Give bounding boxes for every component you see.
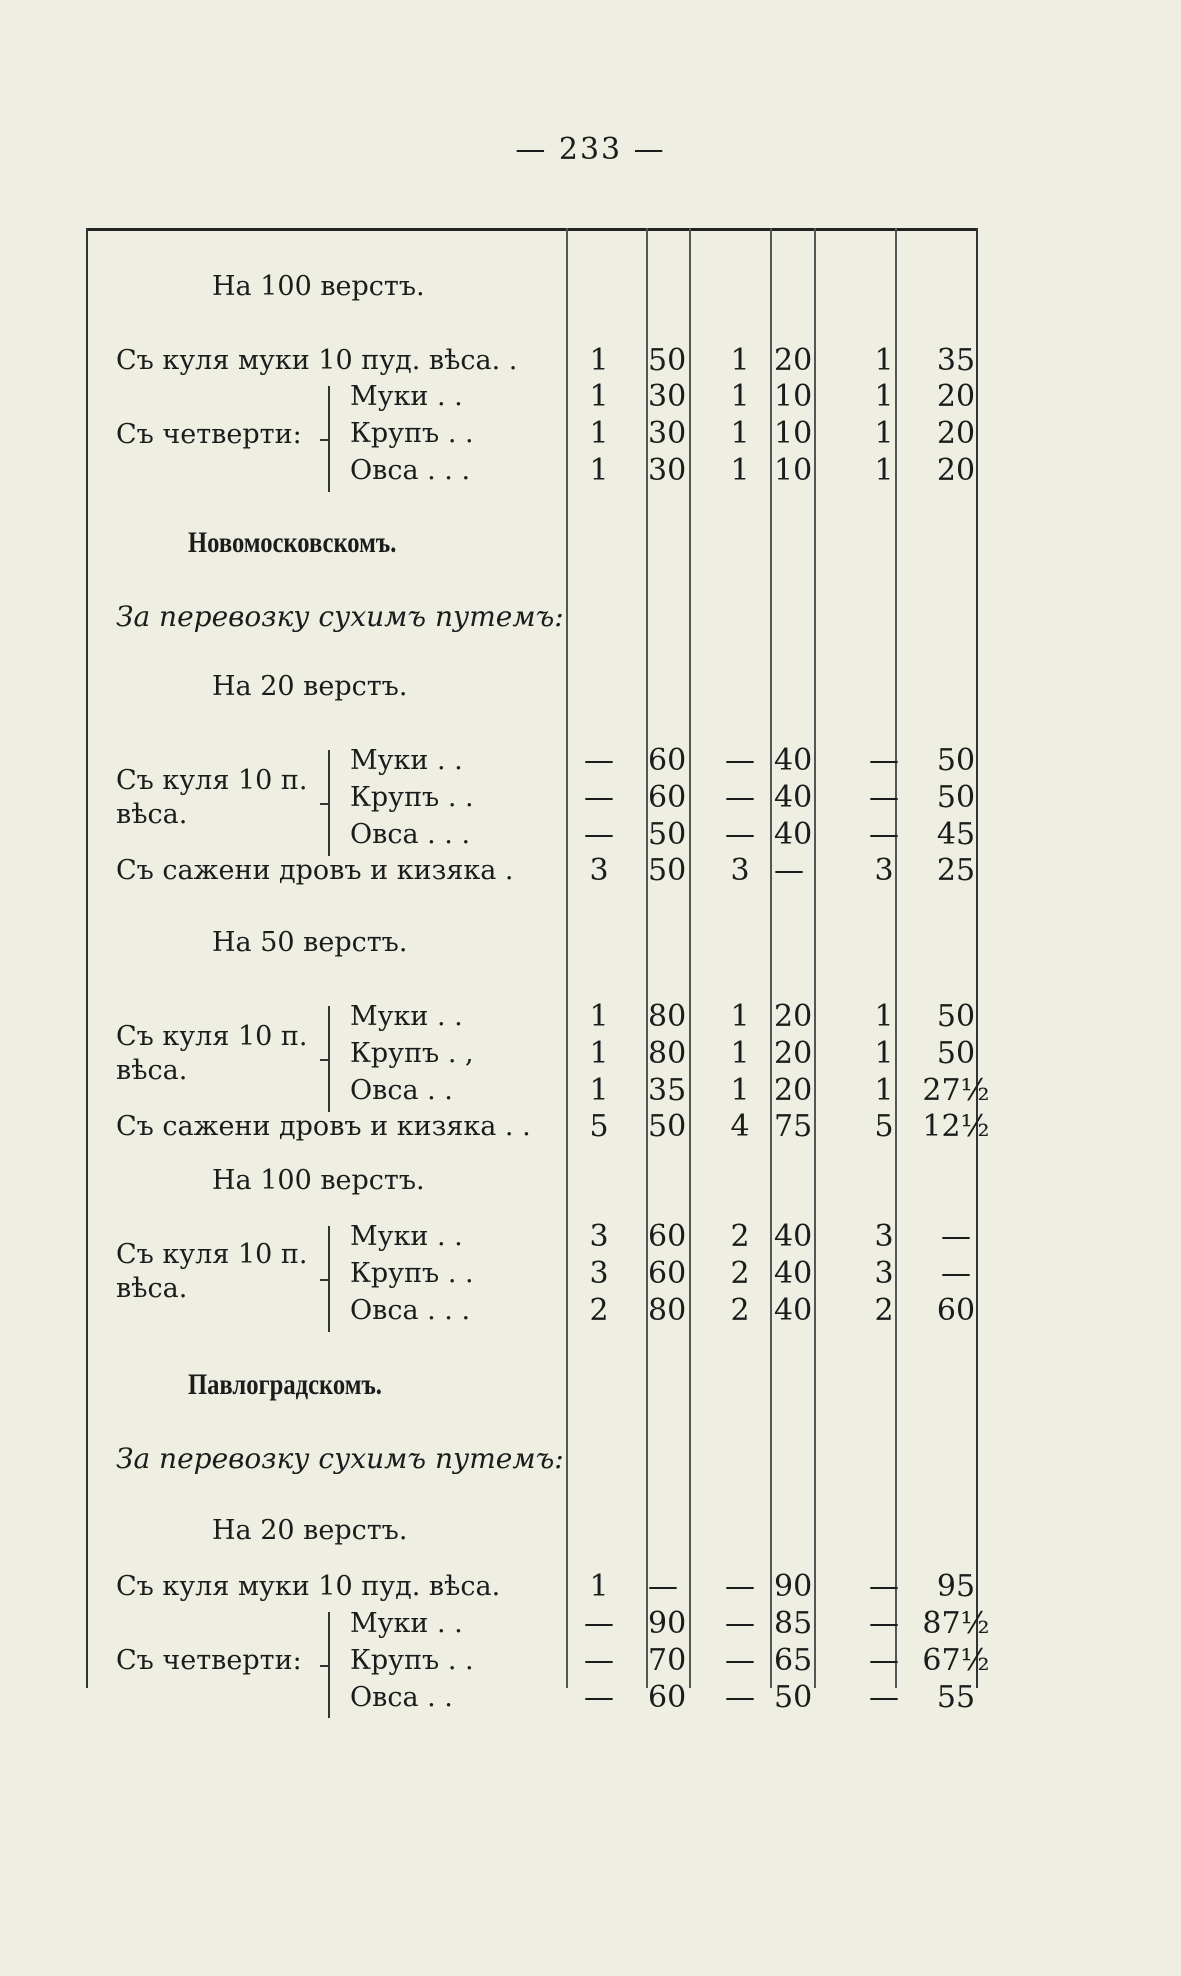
cell: 50 (648, 853, 687, 888)
cell: — (725, 1606, 755, 1641)
cell: — (584, 1643, 614, 1678)
table-row (86, 1162, 978, 1200)
cell: 1 (730, 999, 750, 1034)
cell: 1 (589, 999, 609, 1034)
cell: — (584, 1680, 614, 1715)
cell: 1 (589, 453, 609, 488)
table-row (86, 1440, 978, 1478)
row-label: Крупъ . . (350, 1645, 474, 1676)
cell: 1 (874, 1036, 894, 1071)
cell: 50 (648, 343, 687, 378)
row-label: Крупъ . , (350, 1038, 474, 1069)
table-row (86, 668, 978, 706)
cell: 87½ (922, 1606, 990, 1641)
cell: 1 (589, 1036, 609, 1071)
cell: — (584, 817, 614, 852)
cell: 3 (874, 853, 894, 888)
row-label: Овса . . (350, 1682, 453, 1713)
cell: 40 (774, 1256, 813, 1291)
cell: — (648, 1569, 678, 1604)
cell: 35 (648, 1073, 687, 1108)
page-number: — 233 — (515, 132, 666, 167)
cell: 40 (774, 743, 813, 778)
cell: 3 (589, 853, 609, 888)
cell: 3 (589, 1256, 609, 1291)
transport-heading: За перевозку сухимъ путемъ: (116, 600, 564, 633)
cell: 3 (589, 1219, 609, 1254)
cell: — (725, 743, 755, 778)
group-label: Съ четверти: (116, 1645, 302, 1676)
cell: 40 (774, 817, 813, 852)
cell: 90 (648, 1606, 687, 1641)
cell: 1 (874, 416, 894, 451)
cell: 10 (774, 453, 813, 488)
row-label: Муки . . (350, 381, 463, 412)
cell: 10 (774, 416, 813, 451)
group-label: Съ куля 10 п. вѣса. (116, 1239, 308, 1304)
cell: 50 (936, 999, 976, 1034)
cell: 4 (730, 1109, 750, 1144)
cell: 3 (874, 1256, 894, 1291)
table-row (86, 268, 978, 306)
cell: — (725, 1643, 755, 1678)
cell: 1 (874, 999, 894, 1034)
cell: — (584, 1606, 614, 1641)
cell: — (584, 780, 614, 815)
cell: 2 (730, 1256, 750, 1291)
cell: 67½ (922, 1643, 990, 1678)
table-row (86, 1605, 990, 1643)
cell: 20 (774, 1036, 813, 1071)
table-row (86, 852, 978, 890)
cell: — (725, 780, 755, 815)
cell: 80 (648, 1036, 687, 1071)
table-row (86, 1292, 978, 1330)
section-heading: На 50 верстъ. (212, 927, 408, 958)
table-row (86, 998, 978, 1036)
cell: — (941, 1219, 971, 1254)
section-heading: На 100 верстъ. (212, 271, 425, 302)
table-row (86, 1255, 978, 1293)
cell: 1 (589, 1569, 609, 1604)
cell: 20 (936, 379, 976, 414)
table-row (86, 1108, 990, 1146)
row-label: Крупъ . . (350, 782, 474, 813)
table-row (86, 779, 978, 817)
row-label: Муки . . (350, 745, 463, 776)
cell: — (584, 743, 614, 778)
cell: 1 (730, 1036, 750, 1071)
row-label: Овса . . . (350, 819, 471, 850)
table-row (86, 1512, 978, 1550)
cell: 60 (648, 1680, 687, 1715)
cell: 60 (648, 743, 687, 778)
row-label: Муки . . (350, 1001, 463, 1032)
cell: 65 (774, 1643, 813, 1678)
cell: 50 (648, 817, 687, 852)
cell: 1 (730, 343, 750, 378)
table-row (86, 816, 978, 854)
transport-heading: За перевозку сухимъ путемъ: (116, 1442, 564, 1475)
cell: 50 (936, 743, 976, 778)
cell: 95 (936, 1569, 976, 1604)
table-row (86, 1072, 990, 1110)
cell: 2 (874, 1293, 894, 1328)
cell: 20 (774, 343, 813, 378)
cell: 75 (774, 1109, 813, 1144)
table-row (86, 415, 978, 453)
cell: 30 (648, 416, 687, 451)
row-label: Съ сажени дровъ и кизяка . . (116, 1111, 531, 1142)
cell: 90 (774, 1569, 813, 1604)
cell: — (941, 1256, 971, 1291)
table-row (86, 1218, 978, 1256)
cell: 1 (589, 379, 609, 414)
cell: — (725, 1680, 755, 1715)
cell: 85 (774, 1606, 813, 1641)
table-top-rule (86, 228, 978, 231)
row-label: Съ куля муки 10 пуд. вѣса. (116, 1571, 501, 1602)
cell: 1 (730, 416, 750, 451)
cell: 2 (589, 1293, 609, 1328)
cell: 60 (648, 1256, 687, 1291)
cell: 3 (730, 853, 750, 888)
cell: 1 (589, 416, 609, 451)
cell: 27½ (922, 1073, 990, 1108)
row-label: Съ куля муки 10 пуд. вѣса. . (116, 345, 518, 376)
cell: — (774, 853, 804, 888)
cell: 1 (874, 1073, 894, 1108)
table-row (86, 742, 978, 780)
cell: 10 (774, 379, 813, 414)
cell: — (869, 817, 899, 852)
row-label: Съ сажени дровъ и кизяка . (116, 855, 514, 886)
cell: 60 (936, 1293, 976, 1328)
cell: 1 (589, 1073, 609, 1108)
cell: 1 (874, 343, 894, 378)
cell: 12½ (922, 1109, 990, 1144)
cell: 30 (648, 453, 687, 488)
cell: 50 (936, 780, 976, 815)
cell: 1 (874, 379, 894, 414)
table-row (86, 452, 978, 490)
cell: — (869, 780, 899, 815)
cell: 1 (589, 343, 609, 378)
cell: — (725, 817, 755, 852)
cell: 5 (874, 1109, 894, 1144)
cell: 1 (730, 453, 750, 488)
cell: 3 (874, 1219, 894, 1254)
cell: 20 (774, 999, 813, 1034)
cell: 2 (730, 1219, 750, 1254)
row-label: Крупъ . . (350, 1258, 474, 1289)
table-row (86, 378, 978, 416)
cell: 5 (589, 1109, 609, 1144)
cell: — (869, 1569, 899, 1604)
cell: — (869, 743, 899, 778)
table-row (86, 1035, 978, 1073)
cell: — (725, 1569, 755, 1604)
district-heading: Новомосковскомъ. (188, 526, 397, 559)
cell: 50 (648, 1109, 687, 1144)
table-row (86, 1568, 978, 1606)
row-label: Овса . . . (350, 1295, 471, 1326)
cell: 80 (648, 1293, 687, 1328)
table-row (86, 598, 978, 636)
cell: 60 (648, 780, 687, 815)
table-row (86, 1679, 978, 1717)
group-label: Съ куля 10 п. вѣса. (116, 1021, 308, 1086)
cell: 55 (936, 1680, 976, 1715)
cell: 1 (874, 453, 894, 488)
district-heading: Павлоградскомъ. (188, 1368, 382, 1401)
cell: 1 (730, 379, 750, 414)
cell: 60 (648, 1219, 687, 1254)
cell: 80 (648, 999, 687, 1034)
table-row (86, 924, 978, 962)
cell: — (869, 1680, 899, 1715)
group-label: Съ куля 10 п. вѣса. (116, 765, 308, 830)
cell: 20 (774, 1073, 813, 1108)
cell: 40 (774, 1219, 813, 1254)
group-label: Съ четверти: (116, 419, 302, 450)
cell: 30 (648, 379, 687, 414)
table-row (86, 1642, 990, 1680)
row-label: Муки . . (350, 1221, 463, 1252)
row-label: Крупъ . . (350, 418, 474, 449)
table-row (86, 342, 978, 380)
table-row (86, 1366, 978, 1404)
cell: 50 (774, 1680, 813, 1715)
row-label: Овса . . . (350, 455, 471, 486)
cell: 40 (774, 780, 813, 815)
cell: 70 (648, 1643, 687, 1678)
section-heading: На 20 верстъ. (212, 1515, 408, 1546)
row-label: Муки . . (350, 1608, 463, 1639)
cell: 2 (730, 1293, 750, 1328)
cell: 20 (936, 453, 976, 488)
section-heading: На 100 верстъ. (212, 1165, 425, 1196)
table-row (86, 524, 978, 562)
cell: 50 (936, 1036, 976, 1071)
tariff-table (86, 228, 990, 1715)
section-heading: На 20 верстъ. (212, 671, 408, 702)
cell: 20 (936, 416, 976, 451)
cell: 45 (936, 817, 976, 852)
cell: 1 (730, 1073, 750, 1108)
row-label: Овса . . (350, 1075, 453, 1106)
cell: — (869, 1643, 899, 1678)
cell: 25 (936, 853, 976, 888)
cell: — (869, 1606, 899, 1641)
cell: 40 (774, 1293, 813, 1328)
cell: 35 (936, 343, 976, 378)
